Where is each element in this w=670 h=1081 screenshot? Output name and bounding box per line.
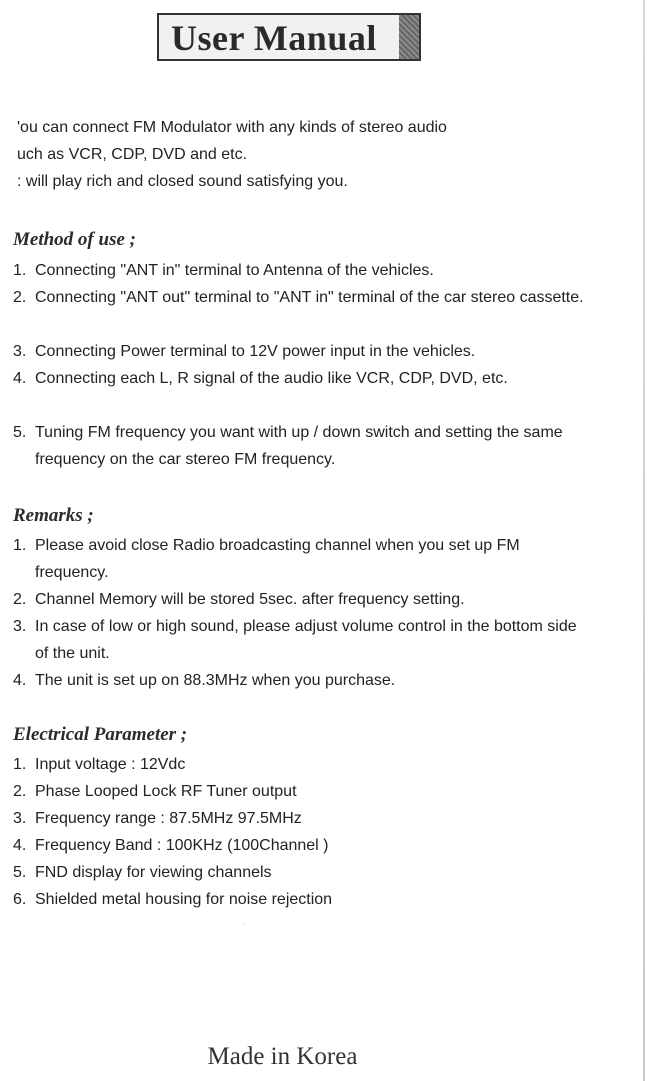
method-item [13, 419, 588, 473]
electrical-item [13, 859, 588, 886]
item-text: Frequency Band : 100KHz (100Channel ) [35, 837, 329, 854]
intro-line: 'ou can connect FM Modulator with any kinds of stereo audio [17, 119, 447, 136]
item-number: 1. [13, 537, 27, 554]
item-text: The unit is set up on 88.3MHz when you purchase. [35, 672, 396, 689]
remarks-item [13, 586, 588, 613]
intro-line: uch as VCR, CDP, DVD and etc. [17, 146, 248, 163]
item-number: 2. [13, 289, 27, 306]
item-text: Connecting "ANT out" terminal to "ANT in" terminal of the car stereo cassette. [35, 289, 584, 306]
item-number: 3. [13, 618, 27, 635]
item-text: Connecting "ANT in" terminal to Antenna of the vehicles. [35, 262, 434, 279]
item-number: 1. [13, 262, 27, 279]
electrical-item [13, 886, 588, 913]
item-number: 3. [13, 810, 27, 827]
intro-line: : will play rich and closed sound satisfying you. [17, 173, 348, 190]
item-number: 4. [13, 370, 27, 387]
method-item [13, 257, 588, 284]
remarks-heading: Remarks ; [13, 505, 94, 526]
item-text: Shielded metal housing for noise rejection [35, 891, 333, 908]
remarks-item [13, 667, 588, 694]
item-number: 5. [13, 424, 27, 441]
item-number: 6. [13, 891, 27, 908]
item-text: Frequency range : 87.5MHz 97.5MHz [35, 810, 302, 827]
electrical-item [13, 751, 588, 778]
method-item [13, 284, 588, 311]
item-number: 3. [13, 343, 27, 360]
item-number: 1. [13, 756, 27, 773]
item-text: FND display for viewing channels [35, 864, 272, 881]
item-number: 5. [13, 864, 27, 881]
made-in-footer: Made in Korea [207, 1043, 358, 1070]
item-number: 2. [13, 783, 27, 800]
method-heading: Method of use ; [13, 229, 136, 250]
item-text: Connecting Power terminal to 12V power input in the vehicles. [35, 343, 476, 360]
title-shade [399, 15, 419, 59]
electrical-item [13, 778, 588, 805]
item-number: 2. [13, 591, 27, 608]
remarks-item [13, 613, 588, 667]
item-text: In case of low or high sound, please adjust volume control in the bottom side of the unit. [35, 618, 577, 662]
electrical-item [13, 832, 588, 859]
method-item [13, 365, 588, 392]
method-item [13, 338, 588, 365]
title-banner [157, 13, 421, 61]
item-text: Channel Memory will be stored 5sec. after frequency setting. [35, 591, 465, 608]
electrical-item [13, 805, 588, 832]
page-title: User Manual [171, 18, 377, 58]
item-text: Please avoid close Radio broadcasting channel when you set up FM frequency. [35, 537, 520, 581]
item-text: Tuning FM frequency you want with up / down switch and setting the same frequency on the car stereo FM frequency. [35, 424, 563, 468]
item-number: 4. [13, 672, 27, 689]
item-text: Connecting each L, R signal of the audio like VCR, CDP, DVD, etc. [35, 370, 508, 387]
speck-mark: · [242, 920, 245, 929]
remarks-item [13, 532, 588, 586]
electrical-heading: Electrical Parameter ; [13, 724, 188, 745]
item-number: 4. [13, 837, 27, 854]
page-edge [643, 0, 645, 1081]
item-text: Input voltage : 12Vdc [35, 756, 186, 773]
item-text: Phase Looped Lock RF Tuner output [35, 783, 297, 800]
